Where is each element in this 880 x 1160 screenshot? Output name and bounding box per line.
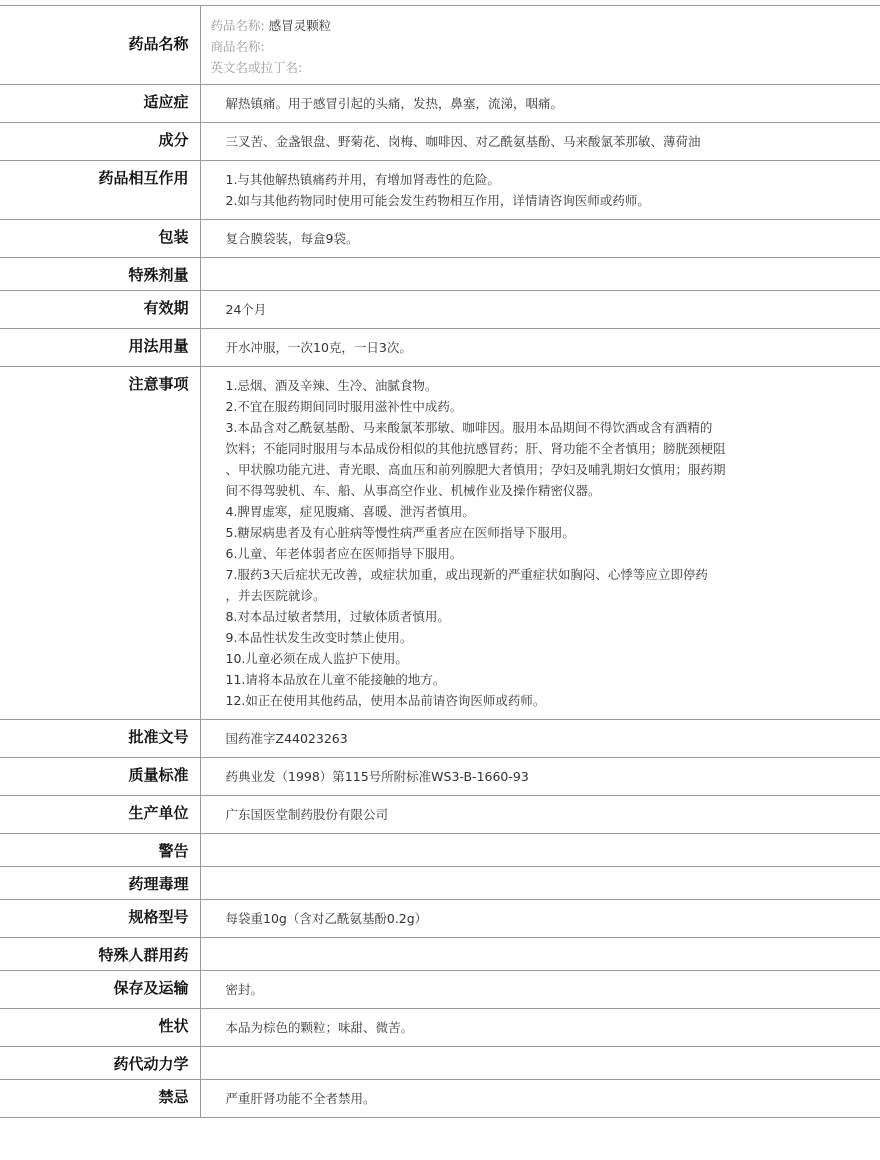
precaution-line: 12.如正在使用其他药品，使用本品前请咨询医师或药师。 [225, 693, 546, 708]
row-label-indication: 适应症 [0, 85, 200, 123]
row-value-usage: 开水冲服，一次10克，一日3次。 [200, 329, 880, 367]
row-warning [0, 834, 880, 867]
row-drug-name [0, 6, 880, 85]
row-label-approval: 批准文号 [0, 720, 200, 758]
row-special-dosage [0, 258, 880, 291]
drug-spec-table [0, 5, 880, 1118]
precaution-line: 11.请将本品放在儿童不能接触的地方。 [225, 672, 446, 687]
trade-name-label: 商品名称: [210, 39, 265, 54]
precaution-line: 间不得驾驶机、车、船、从事高空作业、机械作业及操作精密仪器。 [225, 483, 601, 498]
row-precautions [0, 367, 880, 720]
row-value-special-groups [200, 938, 880, 971]
row-value-pharmacokinetics [200, 1047, 880, 1080]
row-value-manufacturer: 广东国医堂制药股份有限公司 [200, 796, 880, 834]
row-value-storage: 密封。 [200, 971, 880, 1009]
row-label-quality: 质量标准 [0, 758, 200, 796]
row-label-warning: 警告 [0, 834, 200, 867]
row-package [0, 220, 880, 258]
row-label-manufacturer: 生产单位 [0, 796, 200, 834]
row-contraindications [0, 1080, 880, 1118]
row-value-package: 复合膜袋装，每盒9袋。 [200, 220, 880, 258]
precaution-line: 7.服药3天后症状无改善，或症状加重，或出现新的严重症状如胸闷、心悸等应立即停药 [225, 567, 708, 582]
precaution-line: 、甲状腺功能亢进、青光眼、高血压和前列腺肥大者慎用；孕妇及哺乳期妇女慎用；服药期 [225, 462, 726, 477]
row-value-approval: 国药准字Z44023263 [200, 720, 880, 758]
drug-name-label: 药品名称: [210, 18, 265, 33]
row-ingredients [0, 123, 880, 161]
row-value-validity: 24个月 [200, 291, 880, 329]
row-approval [0, 720, 880, 758]
row-label-specification: 规格型号 [0, 900, 200, 938]
row-value-contraindications: 严重肝肾功能不全者禁用。 [200, 1080, 880, 1118]
precaution-line: 3.本品含对乙酰氨基酚、马来酸氯苯那敏、咖啡因。服用本品期间不得饮酒或含有酒精的 [225, 420, 713, 435]
row-value-special-dosage [200, 258, 880, 291]
row-label-usage: 用法用量 [0, 329, 200, 367]
row-special-groups [0, 938, 880, 971]
precaution-line: 5.糖尿病患者及有心脏病等慢性病严重者应在医师指导下服用。 [225, 525, 575, 540]
row-label-storage: 保存及运输 [0, 971, 200, 1009]
precaution-line: 1.忌烟、酒及辛辣、生冷、油腻食物。 [225, 378, 438, 393]
precaution-line: 9.本品性状发生改变时禁止使用。 [225, 630, 413, 645]
drug-names-cell [200, 6, 880, 85]
row-indication [0, 85, 880, 123]
row-usage [0, 329, 880, 367]
row-label-package: 包装 [0, 220, 200, 258]
row-label-pharmacokinetics: 药代动力学 [0, 1047, 200, 1080]
row-value-toxicology [200, 867, 880, 900]
row-interactions [0, 161, 880, 220]
precaution-line: 8.对本品过敏者禁用，过敏体质者慎用。 [225, 609, 450, 624]
row-toxicology [0, 867, 880, 900]
row-value-quality: 药典业发（1998）第115号所附标准WS3-B-1660-93 [200, 758, 880, 796]
row-label-special-groups: 特殊人群用药 [0, 938, 200, 971]
row-storage [0, 971, 880, 1009]
row-value-appearance: 本品为棕色的颗粒；味甜、微苦。 [200, 1009, 880, 1047]
row-specification [0, 900, 880, 938]
row-value-warning [200, 834, 880, 867]
row-label-precautions: 注意事项 [0, 367, 200, 720]
english-name-label: 英文名或拉丁名: [210, 60, 303, 75]
row-value-ingredients: 三叉苦、金盏银盘、野菊花、岗梅、咖啡因、对乙酰氨基酚、马来酸氯苯那敏、薄荷油 [200, 123, 880, 161]
row-label-drug-name: 药品名称 [0, 6, 200, 85]
row-label-toxicology: 药理毒理 [0, 867, 200, 900]
row-value-interactions [200, 161, 880, 220]
precaution-line: 2.不宜在服药期间同时服用滋补性中成药。 [225, 399, 463, 414]
precaution-line: 10.儿童必须在成人监护下使用。 [225, 651, 408, 666]
precaution-line: 4.脾胃虚寒，症见腹痛、喜暖、泄泻者慎用。 [225, 504, 475, 519]
row-value-specification: 每袋重10g（含对乙酰氨基酚0.2g） [200, 900, 880, 938]
row-label-special-dosage: 特殊剂量 [0, 258, 200, 291]
row-quality [0, 758, 880, 796]
precaution-line: 6.儿童、年老体弱者应在医师指导下服用。 [225, 546, 463, 561]
row-label-interactions: 药品相互作用 [0, 161, 200, 220]
row-label-contraindications: 禁忌 [0, 1080, 200, 1118]
row-label-validity: 有效期 [0, 291, 200, 329]
row-appearance [0, 1009, 880, 1047]
row-value-precautions [200, 367, 880, 720]
row-manufacturer [0, 796, 880, 834]
interaction-line: 2.如与其他药物同时使用可能会发生药物相互作用，详情请咨询医师或药师。 [225, 193, 650, 208]
row-label-appearance: 性状 [0, 1009, 200, 1047]
row-value-indication: 解热镇痛。用于感冒引起的头痛，发热，鼻塞，流涕，咽痛。 [200, 85, 880, 123]
row-validity [0, 291, 880, 329]
drug-name-line [211, 15, 871, 36]
row-label-ingredients: 成分 [0, 123, 200, 161]
precaution-line: 饮料；不能同时服用与本品成份相似的其他抗感冒药；肝、肾功能不全者慎用；膀胱颈梗阻 [225, 441, 726, 456]
row-pharmacokinetics [0, 1047, 880, 1080]
drug-name-value: 感冒灵颗粒 [268, 18, 332, 33]
interaction-line: 1.与其他解热镇痛药并用，有增加肾毒性的危险。 [225, 172, 500, 187]
precaution-line: ，并去医院就诊。 [225, 588, 326, 603]
